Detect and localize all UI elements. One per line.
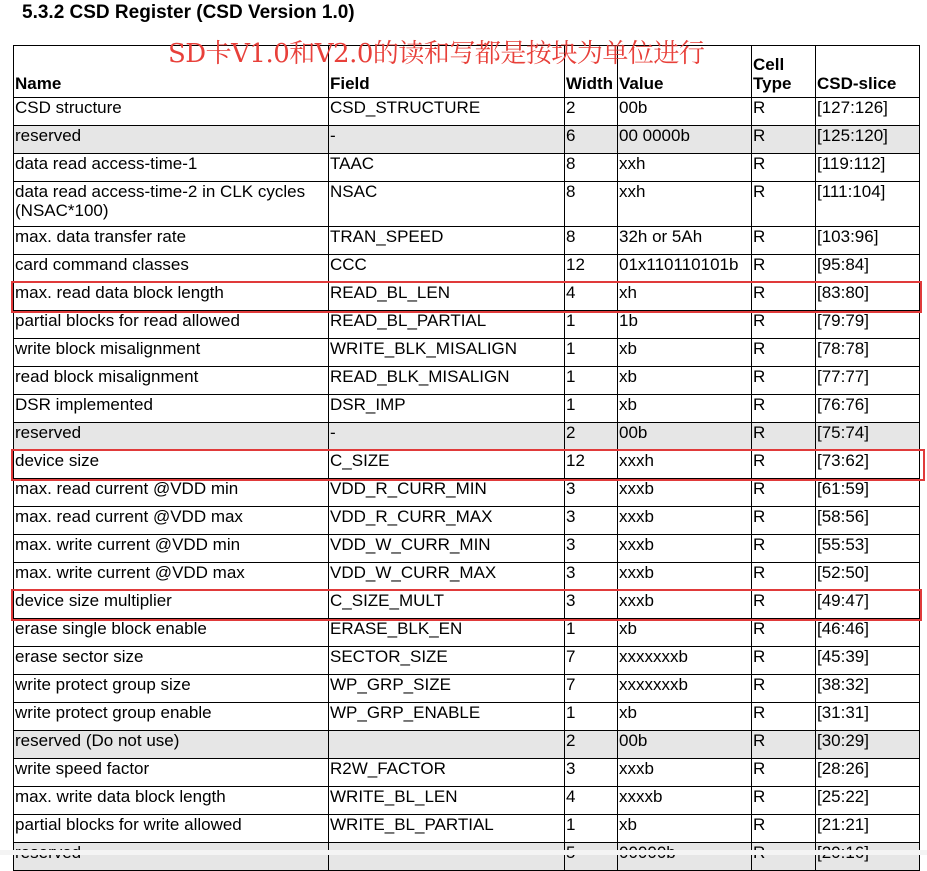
row-name: max. write current @VDD min (14, 535, 329, 563)
table-row (14, 423, 920, 451)
row-csd-slice: [103:96] (816, 227, 920, 255)
row-field: CCC (329, 255, 565, 283)
table-row (14, 731, 920, 759)
row-csd-slice: [52:50] (816, 563, 920, 591)
row-width: 12 (565, 451, 618, 479)
row-cell-type: R (752, 154, 816, 182)
table-row (14, 154, 920, 182)
row-value: 1b (618, 311, 752, 339)
row-width: 7 (565, 647, 618, 675)
row-field: WRITE_BL_LEN (329, 787, 565, 815)
row-width: 3 (565, 591, 618, 619)
row-value: 00 0000b (618, 126, 752, 154)
row-cell-type: R (752, 451, 816, 479)
row-field: DSR_IMP (329, 395, 565, 423)
row-field: VDD_R_CURR_MIN (329, 479, 565, 507)
row-csd-slice: [49:47] (816, 591, 920, 619)
row-csd-slice: [61:59] (816, 479, 920, 507)
row-value: xxxb (618, 479, 752, 507)
row-cell-type: R (752, 731, 816, 759)
col-header-cell-type: Cell Type (752, 46, 816, 98)
row-name: device size (14, 451, 329, 479)
row-name: max. data transfer rate (14, 227, 329, 255)
table-row (14, 563, 920, 591)
row-cell-type: R (752, 479, 816, 507)
table-row (14, 311, 920, 339)
row-csd-slice: [30:29] (816, 731, 920, 759)
col-header-name: Name (14, 46, 329, 98)
row-csd-slice: [125:120] (816, 126, 920, 154)
table-row (14, 703, 920, 731)
row-csd-slice: [73:62] (816, 451, 920, 479)
row-cell-type: R (752, 311, 816, 339)
row-field: NSAC (329, 182, 565, 227)
row-name: write protect group enable (14, 703, 329, 731)
table-row (14, 395, 920, 423)
row-name: erase sector size (14, 647, 329, 675)
row-name: DSR implemented (14, 395, 329, 423)
row-field: TAAC (329, 154, 565, 182)
row-csd-slice: [76:76] (816, 395, 920, 423)
row-name: write block misalignment (14, 339, 329, 367)
row-cell-type: R (752, 591, 816, 619)
table-row (14, 619, 920, 647)
table-row (14, 535, 920, 563)
row-field (329, 843, 565, 871)
row-field: C_SIZE_MULT (329, 591, 565, 619)
table-row (14, 451, 920, 479)
row-csd-slice: [21:21] (816, 815, 920, 843)
row-name: max. read data block length (14, 283, 329, 311)
row-width: 6 (565, 126, 618, 154)
table-row (14, 98, 920, 126)
table-row (14, 675, 920, 703)
row-width: 3 (565, 507, 618, 535)
row-cell-type: R (752, 423, 816, 451)
row-width: 3 (565, 563, 618, 591)
row-csd-slice: [45:39] (816, 647, 920, 675)
row-cell-type: R (752, 619, 816, 647)
row-name: max. write current @VDD max (14, 563, 329, 591)
row-name: partial blocks for read allowed (14, 311, 329, 339)
row-field: READ_BLK_MISALIGN (329, 367, 565, 395)
row-csd-slice: [127:126] (816, 98, 920, 126)
row-field: R2W_FACTOR (329, 759, 565, 787)
row-name: max. read current @VDD min (14, 479, 329, 507)
table-row (14, 815, 920, 843)
row-cell-type: R (752, 535, 816, 563)
table-row (14, 843, 920, 871)
table-row (14, 255, 920, 283)
row-cell-type: R (752, 815, 816, 843)
row-value: xxh (618, 182, 752, 227)
table-row (14, 479, 920, 507)
col-header-field: Field (329, 46, 565, 98)
row-value: xxxb (618, 535, 752, 563)
row-field: SECTOR_SIZE (329, 647, 565, 675)
table-row (14, 182, 920, 227)
col-header-width: Width (565, 46, 618, 98)
table-row (14, 339, 920, 367)
row-width: 12 (565, 255, 618, 283)
row-name: max. read current @VDD max (14, 507, 329, 535)
row-csd-slice: [46:46] (816, 619, 920, 647)
row-field: - (329, 126, 565, 154)
row-value: xxxh (618, 451, 752, 479)
row-width: 8 (565, 154, 618, 182)
row-name: card command classes (14, 255, 329, 283)
row-width: 2 (565, 731, 618, 759)
row-name (14, 843, 329, 871)
row-value: xb (618, 395, 752, 423)
row-field: VDD_W_CURR_MAX (329, 563, 565, 591)
row-value: xxxxxxxb (618, 647, 752, 675)
row-cell-type: R (752, 787, 816, 815)
row-width: 1 (565, 703, 618, 731)
row-cell-type: R (752, 182, 816, 227)
row-cell-type: R (752, 507, 816, 535)
row-name: read block misalignment (14, 367, 329, 395)
row-value: xxxxb (618, 787, 752, 815)
row-field: - (329, 423, 565, 451)
table-row (14, 227, 920, 255)
col-header-value: Value (618, 46, 752, 98)
row-cell-type (752, 843, 816, 871)
row-value: xxxb (618, 759, 752, 787)
row-width: 1 (565, 815, 618, 843)
csd-register-table (13, 45, 920, 871)
row-field: READ_BL_LEN (329, 283, 565, 311)
row-field: WP_GRP_ENABLE (329, 703, 565, 731)
row-name: write protect group size (14, 675, 329, 703)
row-name: reserved (14, 423, 329, 451)
row-cell-type: R (752, 255, 816, 283)
row-field: CSD_STRUCTURE (329, 98, 565, 126)
row-cell-type: R (752, 367, 816, 395)
row-name: erase single block enable (14, 619, 329, 647)
table-row (14, 283, 920, 311)
row-csd-slice: [119:112] (816, 154, 920, 182)
row-width: 2 (565, 98, 618, 126)
row-cell-type: R (752, 283, 816, 311)
row-cell-type: R (752, 339, 816, 367)
row-cell-type: R (752, 759, 816, 787)
row-cell-type: R (752, 703, 816, 731)
row-field: WRITE_BL_PARTIAL (329, 815, 565, 843)
row-value: 32h or 5Ah (618, 227, 752, 255)
row-csd-slice: [28:26] (816, 759, 920, 787)
row-width: 1 (565, 395, 618, 423)
row-field: WP_GRP_SIZE (329, 675, 565, 703)
row-width: 4 (565, 787, 618, 815)
row-name: max. write data block length (14, 787, 329, 815)
row-value: 00b (618, 98, 752, 126)
table-row (14, 507, 920, 535)
row-value: xb (618, 339, 752, 367)
table-row (14, 367, 920, 395)
table-row (14, 591, 920, 619)
row-csd-slice: [55:53] (816, 535, 920, 563)
row-name: CSD structure (14, 98, 329, 126)
row-csd-slice: [111:104] (816, 182, 920, 227)
row-csd-slice: [75:74] (816, 423, 920, 451)
section-heading: 5.3.2 CSD Register (CSD Version 1.0) (22, 2, 355, 23)
row-value: xb (618, 619, 752, 647)
row-width: 3 (565, 759, 618, 787)
row-width: 1 (565, 339, 618, 367)
row-csd-slice: [38:32] (816, 675, 920, 703)
row-csd-slice: [31:31] (816, 703, 920, 731)
row-cell-type: R (752, 647, 816, 675)
row-value: 00b (618, 731, 752, 759)
row-value: xxxb (618, 563, 752, 591)
row-name: partial blocks for write allowed (14, 815, 329, 843)
row-csd-slice (816, 843, 920, 871)
row-width: 1 (565, 367, 618, 395)
row-cell-type: R (752, 126, 816, 154)
row-cell-type: R (752, 98, 816, 126)
table-row (14, 787, 920, 815)
row-cell-type: R (752, 563, 816, 591)
row-name: reserved (14, 126, 329, 154)
row-name: reserved (Do not use) (14, 731, 329, 759)
row-value: 01x110110101b (618, 255, 752, 283)
row-csd-slice: [77:77] (816, 367, 920, 395)
row-csd-slice: [95:84] (816, 255, 920, 283)
row-width: 7 (565, 675, 618, 703)
row-width: 3 (565, 479, 618, 507)
row-name: data read access-time-1 (14, 154, 329, 182)
row-value: xxxb (618, 507, 752, 535)
row-csd-slice: [78:78] (816, 339, 920, 367)
row-value: xb (618, 367, 752, 395)
row-cell-type: R (752, 227, 816, 255)
table-row (14, 647, 920, 675)
row-name: write speed factor (14, 759, 329, 787)
row-width: 2 (565, 423, 618, 451)
row-field: TRAN_SPEED (329, 227, 565, 255)
row-csd-slice: [58:56] (816, 507, 920, 535)
row-cell-type: R (752, 395, 816, 423)
row-field: READ_BL_PARTIAL (329, 311, 565, 339)
row-value (618, 843, 752, 871)
row-field: WRITE_BLK_MISALIGN (329, 339, 565, 367)
page-bottom-edge (0, 850, 927, 855)
row-value: xb (618, 703, 752, 731)
annotation-note: SD卡V1.0和V2.0的读和写都是按块为单位进行 (168, 39, 705, 69)
col-header-csd-slice: CSD-slice (816, 46, 920, 98)
table-row (14, 126, 920, 154)
row-width: 3 (565, 535, 618, 563)
row-value: xxxb (618, 591, 752, 619)
row-value: xh (618, 283, 752, 311)
row-csd-slice: [79:79] (816, 311, 920, 339)
row-csd-slice: [83:80] (816, 283, 920, 311)
row-width (565, 843, 618, 871)
row-field: C_SIZE (329, 451, 565, 479)
row-name: data read access-time-2 in CLK cycles (NSAC*100) (14, 182, 329, 227)
row-value: xxh (618, 154, 752, 182)
row-field: ERASE_BLK_EN (329, 619, 565, 647)
row-width: 8 (565, 182, 618, 227)
row-width: 8 (565, 227, 618, 255)
row-value: 00b (618, 423, 752, 451)
table-row (14, 759, 920, 787)
row-value: xxxxxxxb (618, 675, 752, 703)
row-field (329, 731, 565, 759)
row-width: 4 (565, 283, 618, 311)
row-width: 1 (565, 311, 618, 339)
row-csd-slice: [25:22] (816, 787, 920, 815)
row-field: VDD_W_CURR_MIN (329, 535, 565, 563)
row-value: xb (618, 815, 752, 843)
row-cell-type: R (752, 675, 816, 703)
row-name: device size multiplier (14, 591, 329, 619)
row-field: VDD_R_CURR_MAX (329, 507, 565, 535)
row-width: 1 (565, 619, 618, 647)
